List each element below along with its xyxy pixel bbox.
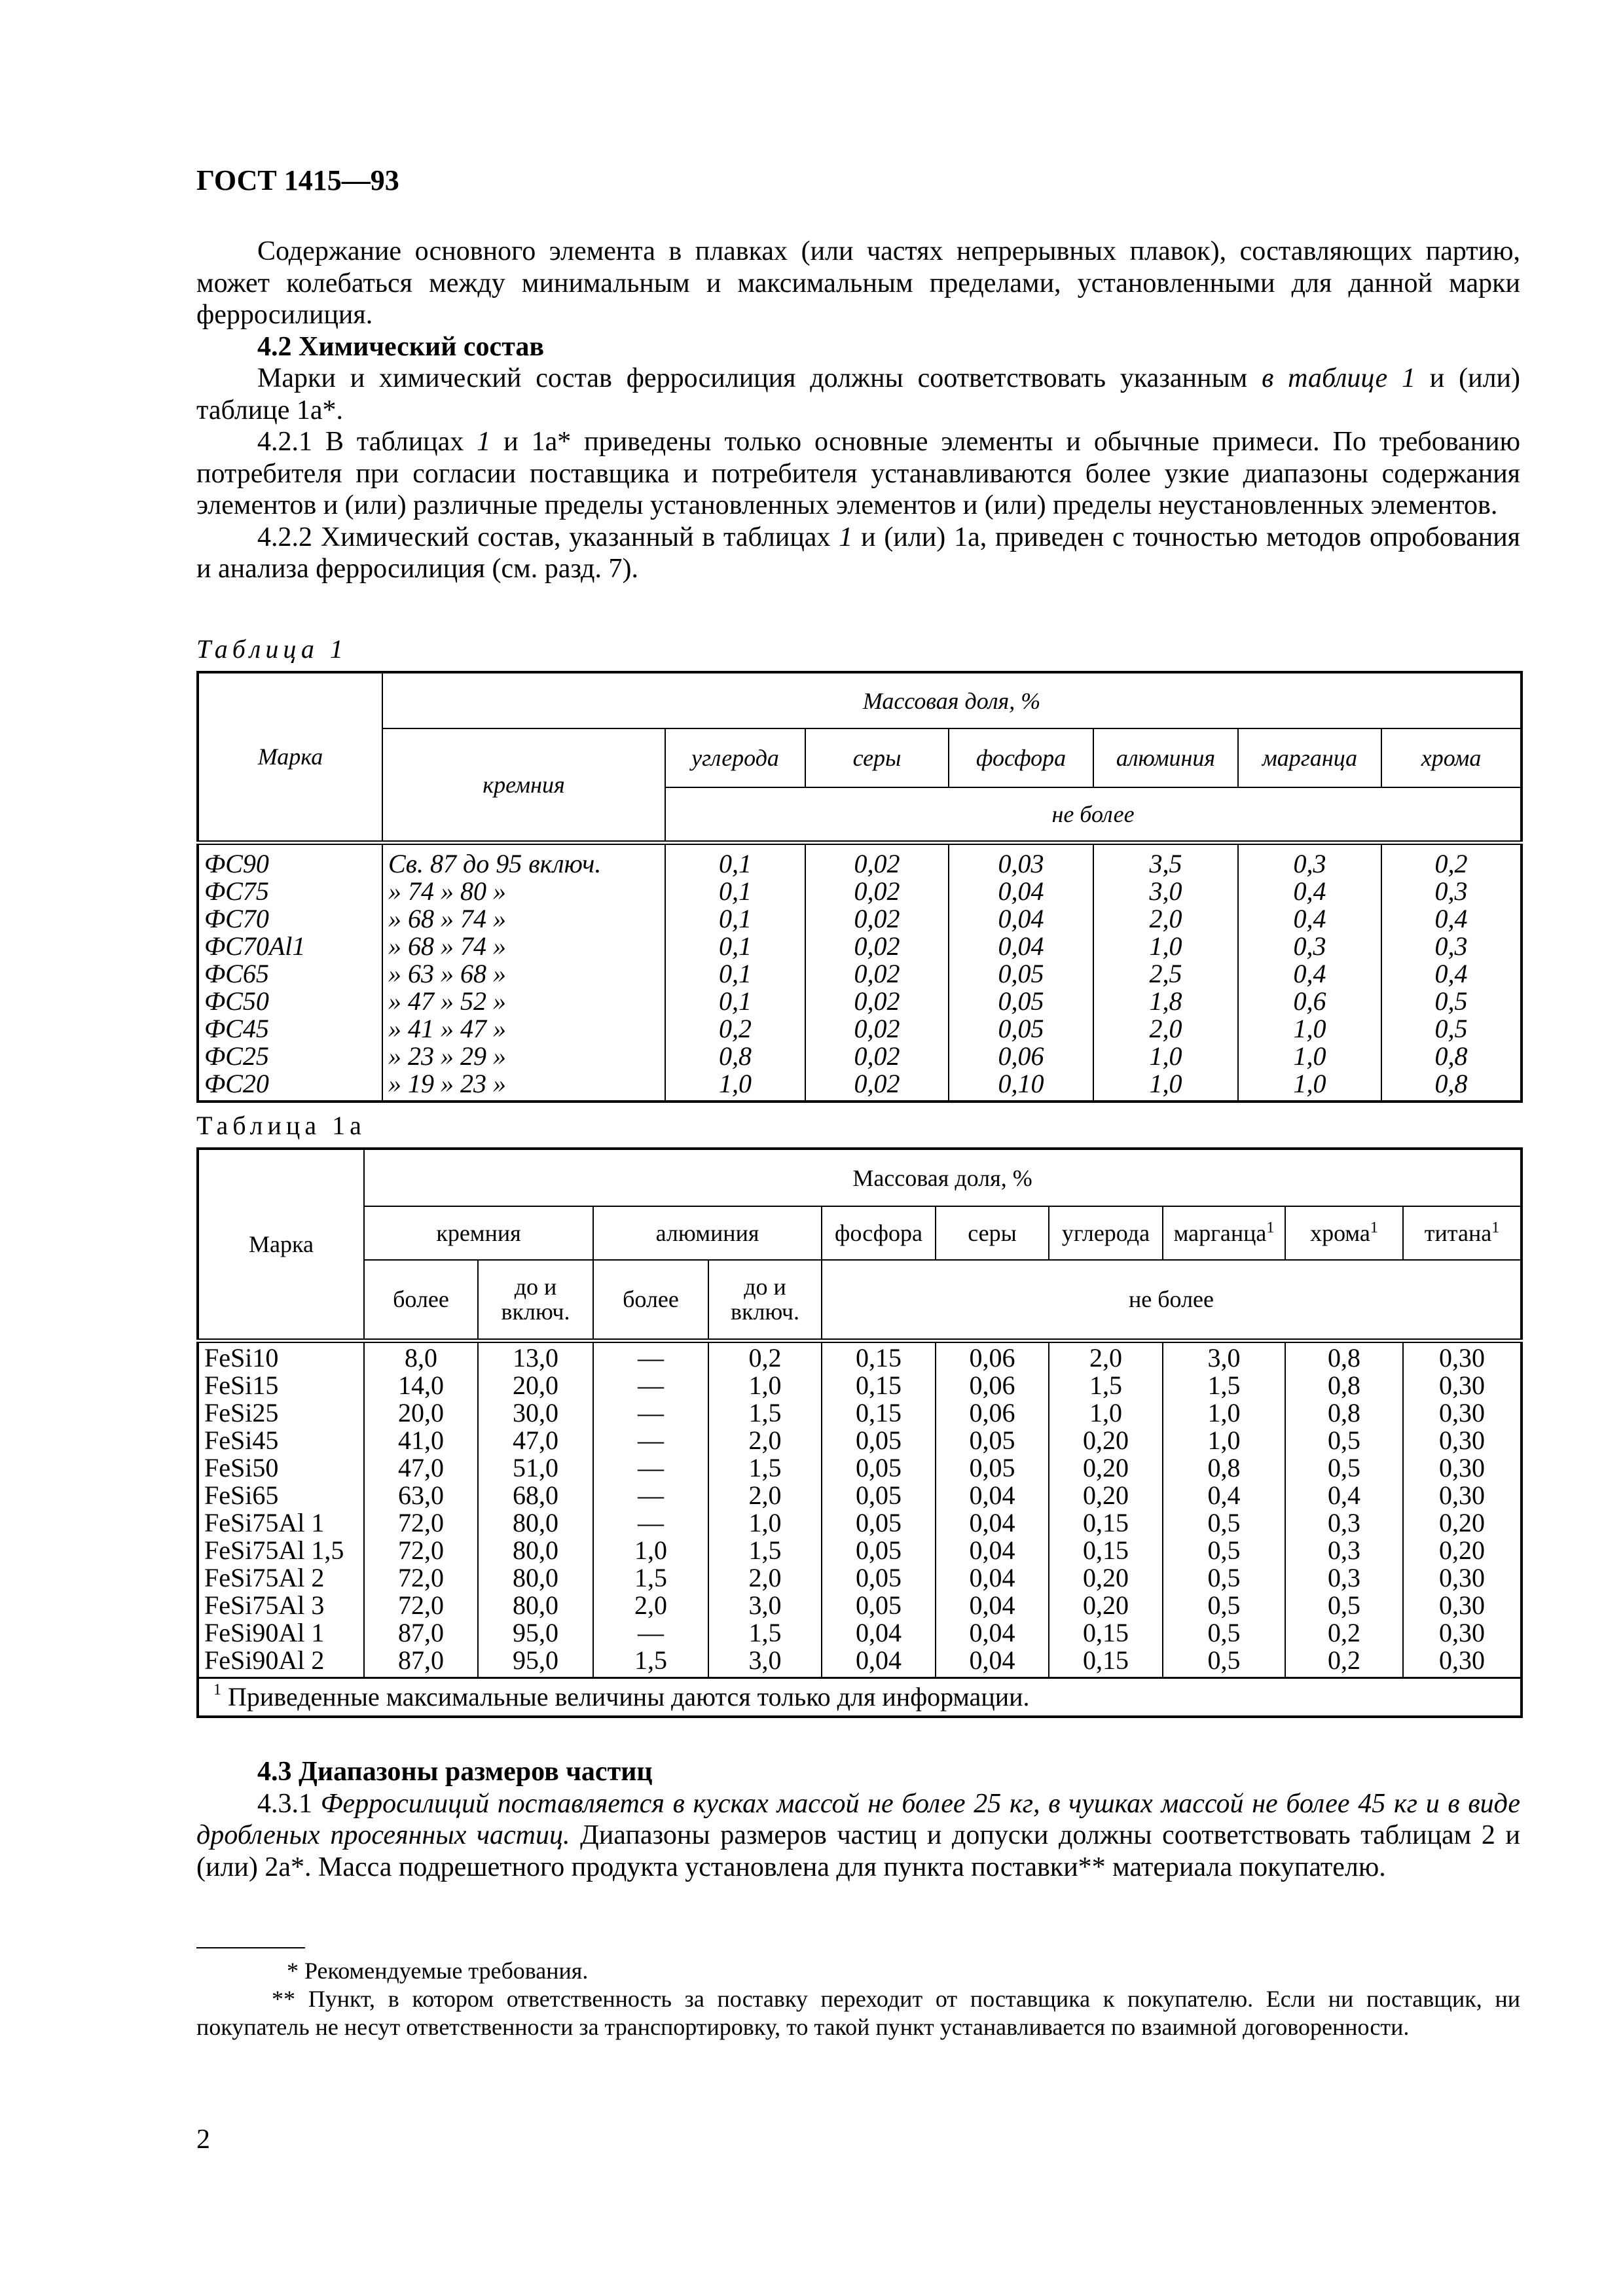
document-title: ГОСТ 1415—93 — [196, 164, 399, 196]
cell-value: 0,04 — [822, 1619, 936, 1647]
page-number: 2 — [196, 2125, 210, 2155]
paragraph-4-2-1: 4.2.1 В таблицах 1 и 1а* приведены только основные элементы и обычные примеси. По требованию потребителя при согласии поставщика и потребителя устанавливаются более узкие диапазоны содержания элементов и (или) различные пределы установленных элементов и (или) пределы неустановленных элементов. — [196, 427, 1520, 520]
cell-value: 0,30 — [1403, 1592, 1522, 1619]
cell-value: — — [593, 1399, 708, 1427]
cell-mark: FeSi25 — [198, 1399, 364, 1427]
cell-value: 80,0 — [478, 1592, 593, 1619]
section-4-3-heading: 4.3 Диапазоны размеров частиц — [257, 1757, 653, 1787]
header-si-more: более — [364, 1260, 478, 1340]
cell-value: 0,1 — [665, 933, 805, 960]
cell-value: 0,2 — [1285, 1619, 1403, 1647]
cell-value: 0,20 — [1049, 1482, 1163, 1509]
cell-value: 3,0 — [1163, 1340, 1285, 1372]
footnote-1: * Рекомендуемые требования. — [287, 1958, 589, 1984]
cell-value: — — [593, 1482, 708, 1509]
cell-value: 0,06 — [936, 1372, 1049, 1399]
cell-value: 0,6 — [1238, 988, 1381, 1015]
cell-value: 0,15 — [1049, 1537, 1163, 1564]
cell-value: 0,02 — [805, 1015, 949, 1043]
header-carbon: углерода — [1049, 1206, 1163, 1260]
cell-value: 0,30 — [1403, 1564, 1522, 1592]
cell-value: 0,15 — [822, 1372, 936, 1399]
header-al-upto: до и включ. — [708, 1260, 822, 1340]
cell-value: 3,0 — [708, 1592, 822, 1619]
cell-value: » 23 » 29 » — [382, 1043, 665, 1070]
cell-value: 0,3 — [1381, 878, 1522, 905]
cell-value: 0,05 — [822, 1592, 936, 1619]
cell-value: » 74 » 80 » — [382, 878, 665, 905]
cell-value: 95,0 — [478, 1647, 593, 1678]
cell-value: 0,02 — [805, 905, 949, 933]
paragraph-4-2-2: 4.2.2 Химический состав, указанный в таблицах 1 и (или) 1а, приведен с точностью методов опробования и анализа ферросилиция (см. разд. 7). — [196, 522, 1520, 584]
cell-value: 0,30 — [1403, 1619, 1522, 1647]
cell-value: 0,5 — [1163, 1564, 1285, 1592]
cell-value: — — [593, 1454, 708, 1482]
cell-value: 0,03 — [949, 842, 1093, 878]
cell-value: 0,02 — [805, 933, 949, 960]
cell-value: 0,30 — [1403, 1482, 1522, 1509]
cell-value: 0,04 — [949, 905, 1093, 933]
cell-value: 0,2 — [665, 1015, 805, 1043]
cell-value: 0,05 — [936, 1454, 1049, 1482]
cell-value: 1,0 — [1093, 1070, 1238, 1102]
cell-value: — — [593, 1509, 708, 1537]
cell-value: 1,0 — [1049, 1399, 1163, 1427]
cell-mark: ФС90 — [198, 842, 382, 878]
cell-value: 87,0 — [364, 1647, 478, 1678]
cell-mark: FeSi10 — [198, 1340, 364, 1372]
table-row — [198, 960, 1522, 988]
cell-value: 72,0 — [364, 1592, 478, 1619]
table-row — [198, 1454, 1522, 1482]
cell-value: 80,0 — [478, 1509, 593, 1537]
cell-value: 0,30 — [1403, 1399, 1522, 1427]
cell-value: 0,04 — [936, 1482, 1049, 1509]
cell-value: 0,1 — [665, 988, 805, 1015]
cell-value: 2,0 — [708, 1564, 822, 1592]
footnote-divider — [196, 1947, 305, 1948]
cell-value: 20,0 — [364, 1399, 478, 1427]
cell-value: 0,02 — [805, 988, 949, 1015]
cell-value: 0,2 — [708, 1340, 822, 1372]
cell-value: 1,0 — [1163, 1399, 1285, 1427]
cell-value: 63,0 — [364, 1482, 478, 1509]
cell-value: 0,02 — [805, 878, 949, 905]
cell-value: 1,5 — [708, 1399, 822, 1427]
cell-value: 1,5 — [593, 1564, 708, 1592]
cell-value: 0,05 — [949, 1015, 1093, 1043]
cell-value: 13,0 — [478, 1340, 593, 1372]
header-aluminium: алюминия — [1093, 728, 1238, 787]
cell-value: 0,06 — [949, 1043, 1093, 1070]
cell-value: 0,05 — [949, 960, 1093, 988]
cell-value: 0,04 — [936, 1537, 1049, 1564]
cell-value: 0,20 — [1049, 1454, 1163, 1482]
footnote-2: ** Пункт, в котором ответственность за поставку переходит от поставщика к покупателю. Если ни поставщик, ни покупатель не несут ответственности за транспортировку, то такой пункт устанавливается по взаимной договоренности. — [196, 1986, 1520, 2040]
header-manganese: марганца$^1$ — [1163, 1206, 1285, 1260]
cell-value: 0,3 — [1285, 1509, 1403, 1537]
header-phosphorus: фосфора — [822, 1206, 936, 1260]
header-sulfur: серы — [805, 728, 949, 787]
cell-value: 1,5 — [708, 1619, 822, 1647]
cell-value: 0,3 — [1238, 933, 1381, 960]
table-row — [198, 1564, 1522, 1592]
cell-value: 0,8 — [1285, 1372, 1403, 1399]
cell-value: 1,0 — [708, 1372, 822, 1399]
cell-value: 1,0 — [708, 1509, 822, 1537]
cell-value: 1,5 — [1049, 1372, 1163, 1399]
table-row — [198, 1619, 1522, 1647]
cell-value: 3,0 — [1093, 878, 1238, 905]
cell-value: 0,5 — [1163, 1619, 1285, 1647]
cell-value: » 47 » 52 » — [382, 988, 665, 1015]
cell-value: 72,0 — [364, 1564, 478, 1592]
cell-value: 47,0 — [478, 1427, 593, 1454]
cell-value: — — [593, 1372, 708, 1399]
cell-value: 0,4 — [1381, 905, 1522, 933]
cell-value: 8,0 — [364, 1340, 478, 1372]
cell-mark: FeSi75Al 1 — [198, 1509, 364, 1537]
cell-value: 0,5 — [1285, 1454, 1403, 1482]
cell-mark: ФС50 — [198, 988, 382, 1015]
cell-value: 0,8 — [1285, 1340, 1403, 1372]
cell-mark: FeSi65 — [198, 1482, 364, 1509]
cell-value: 0,04 — [936, 1619, 1049, 1647]
table-row — [198, 988, 1522, 1015]
cell-mark: FeSi50 — [198, 1454, 364, 1482]
cell-value: 0,5 — [1285, 1427, 1403, 1454]
cell-value: 95,0 — [478, 1619, 593, 1647]
cell-value: 0,10 — [949, 1070, 1093, 1102]
cell-value: 0,02 — [805, 1070, 949, 1102]
cell-value: 0,30 — [1403, 1647, 1522, 1678]
cell-value: 0,04 — [936, 1592, 1049, 1619]
cell-value: 0,05 — [822, 1537, 936, 1564]
cell-value: 0,1 — [665, 905, 805, 933]
section-4-2-heading: 4.2 Химический состав — [257, 331, 545, 362]
table-row — [198, 1647, 1522, 1678]
header-silicon: кремния — [382, 728, 665, 842]
cell-value: 0,04 — [936, 1509, 1049, 1537]
cell-value: 1,0 — [665, 1070, 805, 1102]
cell-value: 0,5 — [1163, 1647, 1285, 1678]
table-1a-caption: Таблица 1а — [196, 1111, 366, 1140]
table-row — [198, 1537, 1522, 1564]
cell-value: 80,0 — [478, 1537, 593, 1564]
cell-value: — — [593, 1427, 708, 1454]
header-mark: Марка — [198, 672, 382, 842]
cell-value: 0,4 — [1238, 905, 1381, 933]
cell-value: 72,0 — [364, 1537, 478, 1564]
cell-value: 0,04 — [822, 1647, 936, 1678]
cell-value: 0,06 — [936, 1399, 1049, 1427]
cell-value: » 68 » 74 » — [382, 933, 665, 960]
cell-mark: FeSi90Al 2 — [198, 1647, 364, 1678]
cell-value: 0,02 — [805, 842, 949, 878]
cell-value: 0,3 — [1285, 1564, 1403, 1592]
table-row — [198, 1592, 1522, 1619]
cell-value: 30,0 — [478, 1399, 593, 1427]
cell-value: 0,3 — [1381, 933, 1522, 960]
cell-value: 0,8 — [1381, 1043, 1522, 1070]
cell-value: » 68 » 74 » — [382, 905, 665, 933]
cell-value: 0,1 — [665, 842, 805, 878]
header-carbon: углерода — [665, 728, 805, 787]
cell-value: 0,05 — [822, 1454, 936, 1482]
cell-value: 0,1 — [665, 960, 805, 988]
table-footnote: $^1$ Приведенные максимальные величины даются только для информации. — [198, 1677, 1522, 1717]
cell-value: 1,0 — [1163, 1427, 1285, 1454]
table-row — [198, 933, 1522, 960]
cell-value: 0,2 — [1285, 1647, 1403, 1678]
cell-value: 0,4 — [1285, 1482, 1403, 1509]
table-row — [198, 1015, 1522, 1043]
cell-value: 0,15 — [1049, 1619, 1163, 1647]
cell-value: 0,4 — [1163, 1482, 1285, 1509]
cell-value: 80,0 — [478, 1564, 593, 1592]
header-phosphorus: фосфора — [949, 728, 1093, 787]
cell-value: 1,0 — [1238, 1015, 1381, 1043]
cell-mark: ФС45 — [198, 1015, 382, 1043]
cell-mark: ФС70Al1 — [198, 933, 382, 960]
cell-value: — — [593, 1340, 708, 1372]
cell-value: 0,5 — [1163, 1592, 1285, 1619]
cell-value: 0,30 — [1403, 1340, 1522, 1372]
cell-value: 0,05 — [936, 1427, 1049, 1454]
cell-value: 1,0 — [1093, 933, 1238, 960]
cell-value: 0,3 — [1238, 842, 1381, 878]
paragraph-4-3-1: 4.3.1 Ферросилиций поставляется в кусках массой не более 25 кг, в чушках массой не более 45 кг и в виде дробленых просеянных частиц. Диапазоны размеров частиц и допуски должны соответствовать таблицам 2 и (или) 2а*. Масса подрешетного продукта установлена для пункта поставки** материала покупателю. — [196, 1788, 1521, 1882]
cell-value: 0,20 — [1403, 1509, 1522, 1537]
cell-value: 0,5 — [1381, 1015, 1522, 1043]
cell-value: — — [593, 1619, 708, 1647]
header-mark: Марка — [198, 1149, 364, 1340]
header-silicon: кремния — [364, 1206, 593, 1260]
table-row — [198, 1043, 1522, 1070]
cell-value: 1,0 — [1238, 1043, 1381, 1070]
cell-value: 0,8 — [1285, 1399, 1403, 1427]
table-1a — [196, 1147, 1523, 1718]
cell-value: Св. 87 до 95 включ. — [382, 842, 665, 878]
cell-value: 0,05 — [949, 988, 1093, 1015]
cell-value: 0,5 — [1381, 988, 1522, 1015]
cell-value: 1,0 — [1238, 1070, 1381, 1102]
cell-value: 1,0 — [1093, 1043, 1238, 1070]
table-row — [198, 1509, 1522, 1537]
cell-value: 0,4 — [1238, 960, 1381, 988]
cell-value: 2,0 — [708, 1427, 822, 1454]
cell-value: 0,30 — [1403, 1427, 1522, 1454]
cell-value: » 19 » 23 » — [382, 1070, 665, 1102]
cell-value: 87,0 — [364, 1619, 478, 1647]
header-aluminium: алюминия — [593, 1206, 822, 1260]
header-mass-fraction: Массовая доля, % — [364, 1149, 1522, 1206]
cell-value: 0,5 — [1163, 1537, 1285, 1564]
header-sulfur: серы — [936, 1206, 1049, 1260]
cell-value: 0,8 — [1381, 1070, 1522, 1102]
cell-value: 0,05 — [822, 1482, 936, 1509]
cell-value: 0,5 — [1285, 1592, 1403, 1619]
header-chromium: хрома$^1$ — [1285, 1206, 1403, 1260]
cell-mark: ФС25 — [198, 1043, 382, 1070]
cell-value: 0,20 — [1049, 1564, 1163, 1592]
header-manganese: марганца — [1238, 728, 1381, 787]
cell-value: 0,30 — [1403, 1454, 1522, 1482]
cell-value: 0,05 — [822, 1427, 936, 1454]
table-row — [198, 1482, 1522, 1509]
cell-value: 0,8 — [665, 1043, 805, 1070]
cell-value: 1,5 — [1163, 1372, 1285, 1399]
cell-value: 3,0 — [708, 1647, 822, 1678]
header-no-more: не более — [665, 787, 1522, 842]
cell-value: 0,20 — [1049, 1427, 1163, 1454]
cell-value: 0,06 — [936, 1340, 1049, 1372]
cell-mark: ФС70 — [198, 905, 382, 933]
cell-value: 0,04 — [949, 933, 1093, 960]
cell-value: 0,15 — [822, 1340, 936, 1372]
cell-value: 1,5 — [593, 1647, 708, 1678]
cell-value: 0,4 — [1381, 960, 1522, 988]
table-1 — [196, 671, 1523, 1103]
header-chromium: хрома — [1381, 728, 1522, 787]
cell-value: 2,0 — [708, 1482, 822, 1509]
cell-value: 3,5 — [1093, 842, 1238, 878]
table-row — [198, 905, 1522, 933]
cell-value: 0,3 — [1285, 1537, 1403, 1564]
cell-value: 0,20 — [1049, 1592, 1163, 1619]
table-row — [198, 878, 1522, 905]
cell-value: 0,04 — [936, 1564, 1049, 1592]
cell-value: 2,0 — [1093, 1015, 1238, 1043]
cell-value: 0,15 — [1049, 1647, 1163, 1678]
cell-value: 41,0 — [364, 1427, 478, 1454]
table-1-caption: Таблица 1 — [196, 634, 348, 664]
cell-value: 2,0 — [1093, 905, 1238, 933]
header-mass-fraction: Массовая доля, % — [382, 672, 1522, 728]
cell-value: 1,5 — [708, 1537, 822, 1564]
intro-paragraph: Содержание основного элемента в плавках (или частях непрерывных плавок), составляющих партию, может колебаться между минимальным и максимальным пределами, установленными для данной марки ферросилиция. — [196, 236, 1520, 330]
cell-value: 0,8 — [1163, 1454, 1285, 1482]
header-al-more: более — [593, 1260, 708, 1340]
cell-mark: FeSi75Al 2 — [198, 1564, 364, 1592]
table-row — [198, 842, 1522, 878]
cell-value: » 41 » 47 » — [382, 1015, 665, 1043]
cell-value: 20,0 — [478, 1372, 593, 1399]
table-row — [198, 1070, 1522, 1102]
cell-mark: FeSi75Al 1,5 — [198, 1537, 364, 1564]
cell-value: 0,15 — [1049, 1509, 1163, 1537]
cell-value: 0,1 — [665, 878, 805, 905]
cell-value: 72,0 — [364, 1509, 478, 1537]
cell-value: 0,04 — [949, 878, 1093, 905]
cell-value: 0,30 — [1403, 1372, 1522, 1399]
header-no-more: не более — [822, 1260, 1522, 1340]
cell-value: 1,8 — [1093, 988, 1238, 1015]
cell-mark: ФС75 — [198, 878, 382, 905]
cell-value: 2,5 — [1093, 960, 1238, 988]
table-row — [198, 1340, 1522, 1372]
table-row — [198, 1427, 1522, 1454]
cell-value: 1,0 — [593, 1537, 708, 1564]
cell-mark: FeSi90Al 1 — [198, 1619, 364, 1647]
cell-value: 0,05 — [822, 1564, 936, 1592]
cell-value: 0,20 — [1403, 1537, 1522, 1564]
cell-value: 0,15 — [822, 1399, 936, 1427]
cell-mark: FeSi15 — [198, 1372, 364, 1399]
cell-value: 51,0 — [478, 1454, 593, 1482]
cell-mark: FeSi45 — [198, 1427, 364, 1454]
cell-value: 0,5 — [1163, 1509, 1285, 1537]
header-titanium: титана$^1$ — [1403, 1206, 1522, 1260]
table-row — [198, 1372, 1522, 1399]
cell-value: 0,02 — [805, 960, 949, 988]
cell-value: 0,4 — [1238, 878, 1381, 905]
cell-value: 2,0 — [593, 1592, 708, 1619]
cell-mark: FeSi75Al 3 — [198, 1592, 364, 1619]
cell-value: 0,2 — [1381, 842, 1522, 878]
cell-value: 14,0 — [364, 1372, 478, 1399]
cell-mark: ФС65 — [198, 960, 382, 988]
table-row — [198, 1399, 1522, 1427]
header-si-upto: до и включ. — [478, 1260, 593, 1340]
cell-value: 1,5 — [708, 1454, 822, 1482]
cell-value: » 63 » 68 » — [382, 960, 665, 988]
cell-value: 68,0 — [478, 1482, 593, 1509]
cell-value: 0,02 — [805, 1043, 949, 1070]
cell-value: 0,04 — [936, 1647, 1049, 1678]
paragraph-4-2: Марки и химический состав ферросилиция должны соответствовать указанным в таблице 1 и (или) таблице 1а*. — [196, 363, 1520, 425]
cell-value: 0,05 — [822, 1509, 936, 1537]
cell-value: 2,0 — [1049, 1340, 1163, 1372]
cell-value: 47,0 — [364, 1454, 478, 1482]
cell-mark: ФС20 — [198, 1070, 382, 1102]
